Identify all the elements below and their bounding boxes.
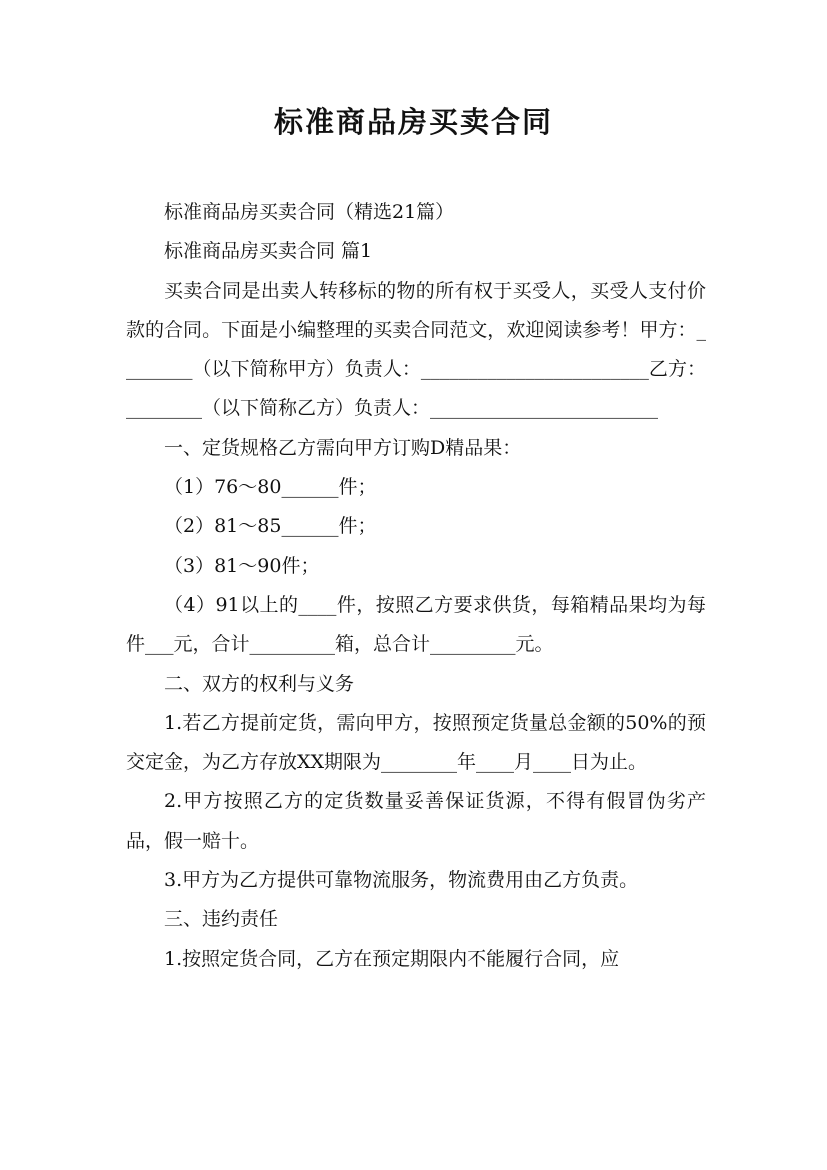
paragraph-clause-3-1: 1.按照定货合同，乙方在预定期限内不能履行合同，应 <box>164 947 620 970</box>
paragraph-clause-1: 一、定货规格乙方需向甲方订购D精品果： <box>164 436 522 459</box>
document-title: 标准商品房买卖合同 <box>273 105 553 139</box>
paragraph-clause-3: 三、违约责任 <box>164 908 279 931</box>
paragraph-item-3: （3）81～90件； <box>164 554 320 577</box>
paragraph-clause-2-1: 1.若乙方提前定货，需向甲方，按照预定货量总金额的50%的预交定金，为乙方存放XX期限为________年____月____日为止。 <box>126 711 706 774</box>
paragraph-clause-2: 二、双方的权利与义务 <box>164 672 355 695</box>
paragraph-item-4: （4）91以上的____件，按照乙方要求供货，每箱精品果均为每件___元，合计_________箱，总合计_________元。 <box>126 593 706 656</box>
paragraph-item-1: （1）76～80______件； <box>164 476 377 499</box>
document-body <box>126 193 706 979</box>
paragraph-clause-2-2: 2.甲方按照乙方的定货数量妥善保证货源，不得有假冒伪劣产品，假一赔十。 <box>126 790 706 852</box>
paragraph-subtitle: 标准商品房买卖合同（精选21篇） <box>164 201 455 223</box>
paragraph-clause-2-3: 3.甲方为乙方提供可靠物流服务，物流费用由乙方负责。 <box>164 869 639 892</box>
paragraph-item-2: （2）81～85______件； <box>164 515 377 538</box>
paragraph-section-heading: 标准商品房买卖合同 篇1 <box>164 240 373 263</box>
paragraph-intro: 买卖合同是出卖人转移标的物的所有权于买受人，买受人支付价款的合同。下面是小编整理的买卖合同范文，欢迎阅读参考！甲方：________（以下简称甲方）负责人：________________________乙方：________（以下简称乙方）负责人：________________________ <box>126 279 706 420</box>
